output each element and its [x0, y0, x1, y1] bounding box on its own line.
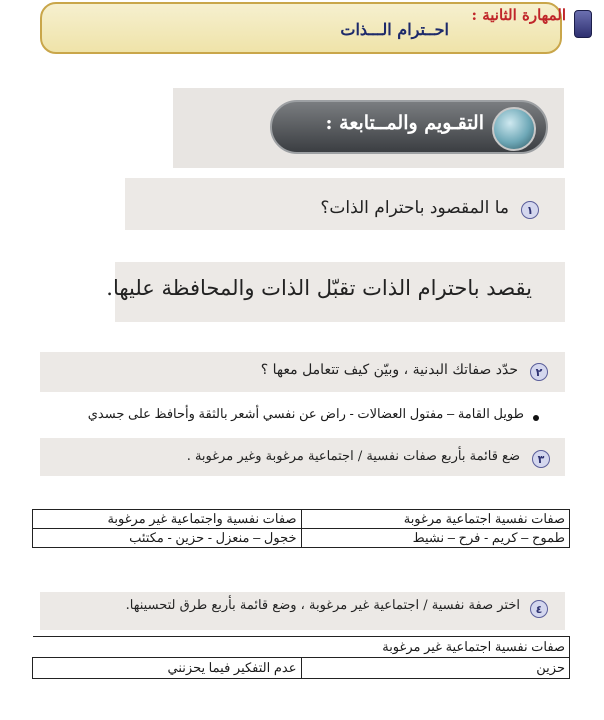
table-row [33, 658, 570, 679]
skill-topic: احــترام الـــذات [340, 20, 449, 39]
traits-table [32, 509, 570, 548]
table-header-row [33, 510, 570, 529]
question-4-number: ٤ [530, 600, 548, 618]
table-row [33, 529, 570, 548]
table-header-cell: صفات نفسية اجتماعية مرغوبة [301, 510, 570, 529]
table-cell: خجول – منعزل - حزين - مكتئب [33, 529, 302, 548]
table-cell: طموح – كريم - فرح – نشيط [301, 529, 570, 548]
question-2-text: حدّد صفاتك البدنية ، وبيّن كيف تتعامل معها ؟ [260, 362, 518, 378]
question-1-number: ١ [521, 201, 539, 219]
question-4-text: اختر صفة نفسية / اجتماعية غير مرغوبة ، وضع قائمة بأربع طرق لتحسينها. [125, 598, 520, 613]
table-header-row [33, 637, 570, 658]
table-header-cell-empty [33, 637, 302, 658]
table-header-cell: صفات نفسية واجتماعية غير مرغوبة [33, 510, 302, 529]
skill-label: المهارة الثانية : [471, 6, 566, 24]
bullet-icon [533, 415, 539, 421]
question-3-number: ٣ [532, 450, 550, 468]
book-icon [574, 10, 592, 38]
disc-icon [492, 107, 536, 151]
improvement-table [32, 636, 570, 679]
table-cell: عدم التفكير فيما يحزنني [33, 658, 302, 679]
question-3-text: ضع قائمة بأربع صفات نفسية / اجتماعية مرغوبة وغير مرغوبة . [186, 449, 520, 464]
answer-2-text: طويل القامة – مفتول العضالات - راض عن نفسي أشعر بالثقة وأحافظ على جسدي [87, 406, 524, 421]
question-1-text: ما المقصود باحترام الذات؟ [320, 198, 509, 218]
table-cell: حزين [301, 658, 570, 679]
question-2-number: ٢ [530, 363, 548, 381]
table-header-cell: صفات نفسية اجتماعية غير مرغوبة [301, 637, 570, 658]
answer-1-text: يقصد باحترام الذات تقبّل الذات والمحافظة عليها. [106, 276, 532, 300]
section-title: التقـويم والمــتابعة : [325, 112, 484, 134]
